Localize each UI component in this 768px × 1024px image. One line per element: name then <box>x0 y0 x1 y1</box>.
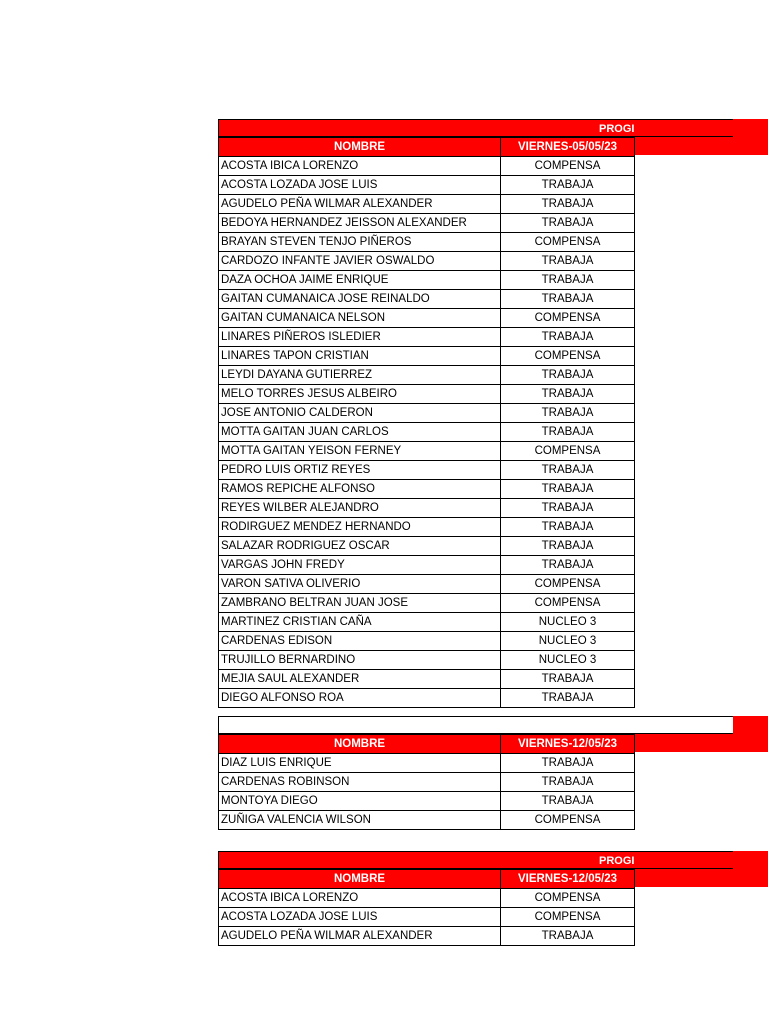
table-row <box>219 195 635 214</box>
employee-name-cell: MELO TORRES JESUS ALBEIRO <box>219 385 501 404</box>
schedule-table <box>218 869 635 946</box>
employee-name-cell: MARTINEZ CRISTIAN CAÑA <box>219 613 501 632</box>
status-cell: TRABAJA <box>501 518 635 537</box>
banner-title: PROGI <box>599 855 635 867</box>
schedule-table <box>218 734 635 830</box>
employee-name-cell: BEDOYA HERNANDEZ JEISSON ALEXANDER <box>219 214 501 233</box>
schedule-block-2 <box>218 716 768 830</box>
status-cell: TRABAJA <box>501 366 635 385</box>
employee-name-cell: RODIRGUEZ MENDEZ HERNANDO <box>219 518 501 537</box>
table-row <box>219 594 635 613</box>
employee-name-cell: LINARES PIÑEROS ISLEDIER <box>219 328 501 347</box>
table-row <box>219 754 635 773</box>
program-banner <box>218 119 733 137</box>
status-cell: TRABAJA <box>501 328 635 347</box>
table-row <box>219 404 635 423</box>
status-cell: TRABAJA <box>501 252 635 271</box>
status-cell: COMPENSA <box>501 594 635 613</box>
status-cell: COMPENSA <box>501 442 635 461</box>
name-column-header: NOMBRE <box>219 870 501 889</box>
status-cell: TRABAJA <box>501 927 635 946</box>
employee-name-cell: MONTOYA DIEGO <box>219 792 501 811</box>
employee-name-cell: DIEGO ALFONSO ROA <box>219 689 501 708</box>
table-row <box>219 157 635 176</box>
employee-name-cell: RAMOS REPICHE ALFONSO <box>219 480 501 499</box>
employee-name-cell: DIAZ LUIS ENRIQUE <box>219 754 501 773</box>
table-row <box>219 252 635 271</box>
status-cell: TRABAJA <box>501 537 635 556</box>
employee-name-cell: PEDRO LUIS ORTIZ REYES <box>219 461 501 480</box>
status-cell: COMPENSA <box>501 889 635 908</box>
table-row <box>219 423 635 442</box>
date-column-header: VIERNES-05/05/23 <box>501 138 635 157</box>
table-row <box>219 908 635 927</box>
employee-name-cell: ACOSTA IBICA LORENZO <box>219 157 501 176</box>
employee-name-cell: VARON SATIVA OLIVERIO <box>219 575 501 594</box>
table-row <box>219 309 635 328</box>
table-row <box>219 792 635 811</box>
employee-name-cell: DAZA OCHOA JAIME ENRIQUE <box>219 271 501 290</box>
employee-name-cell: CARDENAS EDISON <box>219 632 501 651</box>
status-cell: COMPENSA <box>501 575 635 594</box>
employee-name-cell: MOTTA GAITAN JUAN CARLOS <box>219 423 501 442</box>
status-cell: TRABAJA <box>501 290 635 309</box>
schedule-block-3 <box>218 851 768 946</box>
status-cell: TRABAJA <box>501 754 635 773</box>
schedule-block-1 <box>218 119 768 708</box>
program-banner <box>218 716 733 734</box>
status-cell: COMPENSA <box>501 309 635 328</box>
status-cell: COMPENSA <box>501 908 635 927</box>
status-cell: TRABAJA <box>501 689 635 708</box>
status-cell: TRABAJA <box>501 480 635 499</box>
status-cell: TRABAJA <box>501 499 635 518</box>
banner-title: PROGI <box>599 123 635 135</box>
employee-name-cell: GAITAN CUMANAICA JOSE REINALDO <box>219 290 501 309</box>
table-header-row <box>219 735 635 754</box>
status-cell: TRABAJA <box>501 271 635 290</box>
table-row <box>219 889 635 908</box>
table-row <box>219 461 635 480</box>
table-header-row <box>219 138 635 157</box>
status-cell: TRABAJA <box>501 670 635 689</box>
employee-name-cell: ZUÑIGA VALENCIA WILSON <box>219 811 501 830</box>
status-cell: COMPENSA <box>501 347 635 366</box>
status-cell: COMPENSA <box>501 157 635 176</box>
table-row <box>219 811 635 830</box>
employee-name-cell: LINARES TAPON CRISTIAN <box>219 347 501 366</box>
banner-title: PRO <box>609 720 633 732</box>
status-cell: TRABAJA <box>501 195 635 214</box>
table-row <box>219 480 635 499</box>
employee-name-cell: LEYDI DAYANA GUTIERREZ <box>219 366 501 385</box>
table-row <box>219 442 635 461</box>
table-row <box>219 773 635 792</box>
table-row <box>219 347 635 366</box>
date-column-header: VIERNES-12/05/23 <box>501 735 635 754</box>
table-row <box>219 176 635 195</box>
status-cell: TRABAJA <box>501 792 635 811</box>
status-cell: COMPENSA <box>501 811 635 830</box>
table-row <box>219 613 635 632</box>
table-row <box>219 233 635 252</box>
table-row <box>219 670 635 689</box>
table-row <box>219 328 635 347</box>
employee-name-cell: GAITAN CUMANAICA NELSON <box>219 309 501 328</box>
program-banner <box>218 851 733 869</box>
name-column-header: NOMBRE <box>219 735 501 754</box>
status-cell: TRABAJA <box>501 773 635 792</box>
employee-name-cell: CARDENAS ROBINSON <box>219 773 501 792</box>
employee-name-cell: AGUDELO PEÑA WILMAR ALEXANDER <box>219 927 501 946</box>
employee-name-cell: REYES WILBER ALEJANDRO <box>219 499 501 518</box>
employee-name-cell: ACOSTA IBICA LORENZO <box>219 889 501 908</box>
name-column-header: NOMBRE <box>219 138 501 157</box>
status-cell: TRABAJA <box>501 214 635 233</box>
status-cell: TRABAJA <box>501 556 635 575</box>
employee-name-cell: CARDOZO INFANTE JAVIER OSWALDO <box>219 252 501 271</box>
table-row <box>219 518 635 537</box>
table-row <box>219 366 635 385</box>
status-cell: TRABAJA <box>501 176 635 195</box>
table-row <box>219 290 635 309</box>
table-row <box>219 632 635 651</box>
status-cell: TRABAJA <box>501 461 635 480</box>
table-row <box>219 385 635 404</box>
status-cell: TRABAJA <box>501 385 635 404</box>
table-row <box>219 651 635 670</box>
table-header-row <box>219 870 635 889</box>
employee-name-cell: MOTTA GAITAN YEISON FERNEY <box>219 442 501 461</box>
employee-name-cell: MEJIA SAUL ALEXANDER <box>219 670 501 689</box>
table-row <box>219 556 635 575</box>
status-cell: NUCLEO 3 <box>501 613 635 632</box>
employee-name-cell: ACOSTA LOZADA JOSE LUIS <box>219 908 501 927</box>
date-column-header: VIERNES-12/05/23 <box>501 870 635 889</box>
table-row <box>219 271 635 290</box>
employee-name-cell: SALAZAR RODRIGUEZ OSCAR <box>219 537 501 556</box>
status-cell: NUCLEO 3 <box>501 632 635 651</box>
table-row <box>219 499 635 518</box>
status-cell: NUCLEO 3 <box>501 651 635 670</box>
schedule-table <box>218 137 635 708</box>
table-row <box>219 927 635 946</box>
status-cell: COMPENSA <box>501 233 635 252</box>
employee-name-cell: VARGAS JOHN FREDY <box>219 556 501 575</box>
employee-name-cell: ACOSTA LOZADA JOSE LUIS <box>219 176 501 195</box>
employee-name-cell: TRUJILLO BERNARDINO <box>219 651 501 670</box>
status-cell: TRABAJA <box>501 404 635 423</box>
table-row <box>219 689 635 708</box>
status-cell: TRABAJA <box>501 423 635 442</box>
employee-name-cell: JOSE ANTONIO CALDERON <box>219 404 501 423</box>
employee-name-cell: ZAMBRANO BELTRAN JUAN JOSE <box>219 594 501 613</box>
table-row <box>219 214 635 233</box>
table-row <box>219 537 635 556</box>
employee-name-cell: BRAYAN STEVEN TENJO PIÑEROS <box>219 233 501 252</box>
employee-name-cell: AGUDELO PEÑA WILMAR ALEXANDER <box>219 195 501 214</box>
table-row <box>219 575 635 594</box>
